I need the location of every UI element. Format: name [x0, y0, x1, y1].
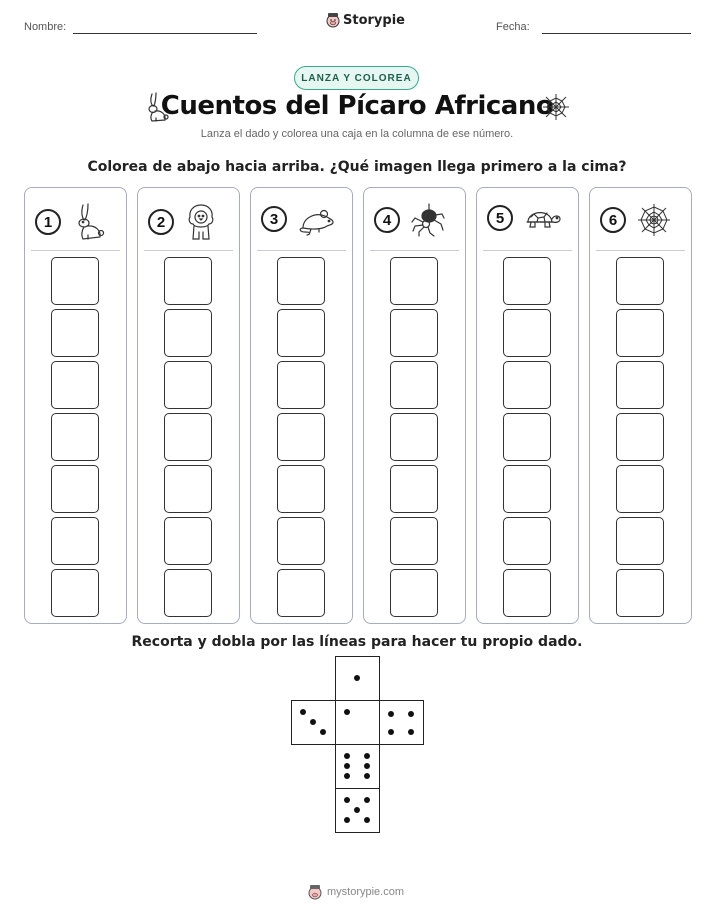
- color-box[interactable]: [503, 465, 551, 513]
- color-box[interactable]: [503, 309, 551, 357]
- column-divider: [144, 250, 233, 251]
- color-box[interactable]: [164, 517, 212, 565]
- die-pip: [408, 729, 414, 735]
- column-divider: [596, 250, 685, 251]
- color-box[interactable]: [164, 413, 212, 461]
- instruction-recortar: Recorta y dobla por las líneas para hacer tu propio dado.: [131, 634, 583, 650]
- color-box[interactable]: [616, 361, 664, 409]
- color-box[interactable]: [277, 361, 325, 409]
- column-3: [250, 187, 353, 624]
- brand-name: Storypie: [343, 12, 405, 28]
- color-box[interactable]: [51, 257, 99, 305]
- column-divider: [483, 250, 572, 251]
- column-4: [363, 187, 466, 624]
- color-box[interactable]: [616, 465, 664, 513]
- die-pip: [310, 719, 316, 725]
- die-pip: [354, 675, 360, 681]
- spiderweb-icon: [636, 202, 672, 238]
- date-line: [542, 33, 691, 34]
- pig-mascot-icon: [308, 884, 322, 900]
- die-pip: [364, 763, 370, 769]
- color-box[interactable]: [390, 309, 438, 357]
- color-box[interactable]: [277, 465, 325, 513]
- page-title: Cuentos del Pícaro Africano: [160, 91, 554, 121]
- color-box[interactable]: [616, 569, 664, 617]
- color-box[interactable]: [51, 569, 99, 617]
- spider-icon: [410, 202, 446, 238]
- color-box[interactable]: [390, 257, 438, 305]
- die-pip: [320, 729, 326, 735]
- color-box[interactable]: [51, 517, 99, 565]
- color-box[interactable]: [390, 517, 438, 565]
- color-box[interactable]: [277, 309, 325, 357]
- column-5: [476, 187, 579, 624]
- lion-icon: [184, 202, 218, 242]
- die-pip: [344, 763, 350, 769]
- color-box[interactable]: [51, 465, 99, 513]
- spiderweb-icon: [541, 92, 571, 122]
- color-box[interactable]: [390, 413, 438, 461]
- name-label: Nombre:: [24, 21, 67, 33]
- column-1: [24, 187, 127, 624]
- die-pip: [408, 711, 414, 717]
- die-pip: [344, 817, 350, 823]
- color-box[interactable]: [616, 413, 664, 461]
- rabbit-icon: [71, 202, 105, 242]
- column-divider: [370, 250, 459, 251]
- column-number: 5: [487, 205, 513, 231]
- color-box[interactable]: [51, 361, 99, 409]
- color-box[interactable]: [503, 257, 551, 305]
- turtle-icon: [523, 202, 563, 234]
- color-box[interactable]: [390, 361, 438, 409]
- color-box[interactable]: [616, 309, 664, 357]
- color-box[interactable]: [277, 569, 325, 617]
- die-pip: [344, 773, 350, 779]
- color-box[interactable]: [164, 309, 212, 357]
- die-pip: [388, 729, 394, 735]
- color-box[interactable]: [503, 517, 551, 565]
- date-label: Fecha:: [496, 21, 530, 33]
- die-face-1: [335, 656, 380, 701]
- die-pip: [354, 807, 360, 813]
- die-pip: [364, 817, 370, 823]
- column-divider: [257, 250, 346, 251]
- column-number: 6: [600, 207, 626, 233]
- die-face-5: [335, 788, 380, 833]
- die-pip: [344, 797, 350, 803]
- color-box[interactable]: [164, 465, 212, 513]
- color-box[interactable]: [164, 257, 212, 305]
- color-box[interactable]: [390, 569, 438, 617]
- page-subtitle: Lanza el dado y colorea una caja en la columna de ese número.: [200, 128, 514, 140]
- column-6: [589, 187, 692, 624]
- die-pip: [364, 753, 370, 759]
- die-face-6: [335, 744, 380, 789]
- color-box[interactable]: [390, 465, 438, 513]
- color-box[interactable]: [164, 361, 212, 409]
- instruction-colorear: Colorea de abajo hacia arriba. ¿Qué imagen llega primero a la cima?: [87, 159, 627, 175]
- column-number: 4: [374, 207, 400, 233]
- footer-url[interactable]: mystorypie.com: [327, 886, 405, 898]
- activity-badge: LANZA Y COLOREA: [294, 66, 419, 90]
- die-pip: [300, 709, 306, 715]
- color-box[interactable]: [277, 413, 325, 461]
- footer: [308, 884, 404, 900]
- color-box[interactable]: [277, 257, 325, 305]
- color-box[interactable]: [277, 517, 325, 565]
- column-number: 2: [148, 209, 174, 235]
- color-box[interactable]: [616, 257, 664, 305]
- color-box[interactable]: [503, 413, 551, 461]
- die-face-1: [335, 700, 380, 745]
- pig-mascot-icon: [326, 12, 340, 28]
- die-pip: [344, 753, 350, 759]
- name-line: [73, 33, 257, 34]
- die-pip: [388, 711, 394, 717]
- die-pip: [344, 709, 350, 715]
- color-box[interactable]: [503, 361, 551, 409]
- die-pip: [364, 773, 370, 779]
- color-box[interactable]: [51, 413, 99, 461]
- column-number: 1: [35, 209, 61, 235]
- race-columns: [24, 187, 690, 624]
- column-number: 3: [261, 206, 287, 232]
- brand-logo: [326, 12, 405, 28]
- column-divider: [31, 250, 120, 251]
- color-box[interactable]: [51, 309, 99, 357]
- die-pip: [364, 797, 370, 803]
- die-face-3: [291, 700, 336, 745]
- die-face-4: [379, 700, 424, 745]
- color-box[interactable]: [503, 569, 551, 617]
- color-box[interactable]: [164, 569, 212, 617]
- mouse-icon: [297, 202, 337, 236]
- color-box[interactable]: [616, 517, 664, 565]
- column-2: [137, 187, 240, 624]
